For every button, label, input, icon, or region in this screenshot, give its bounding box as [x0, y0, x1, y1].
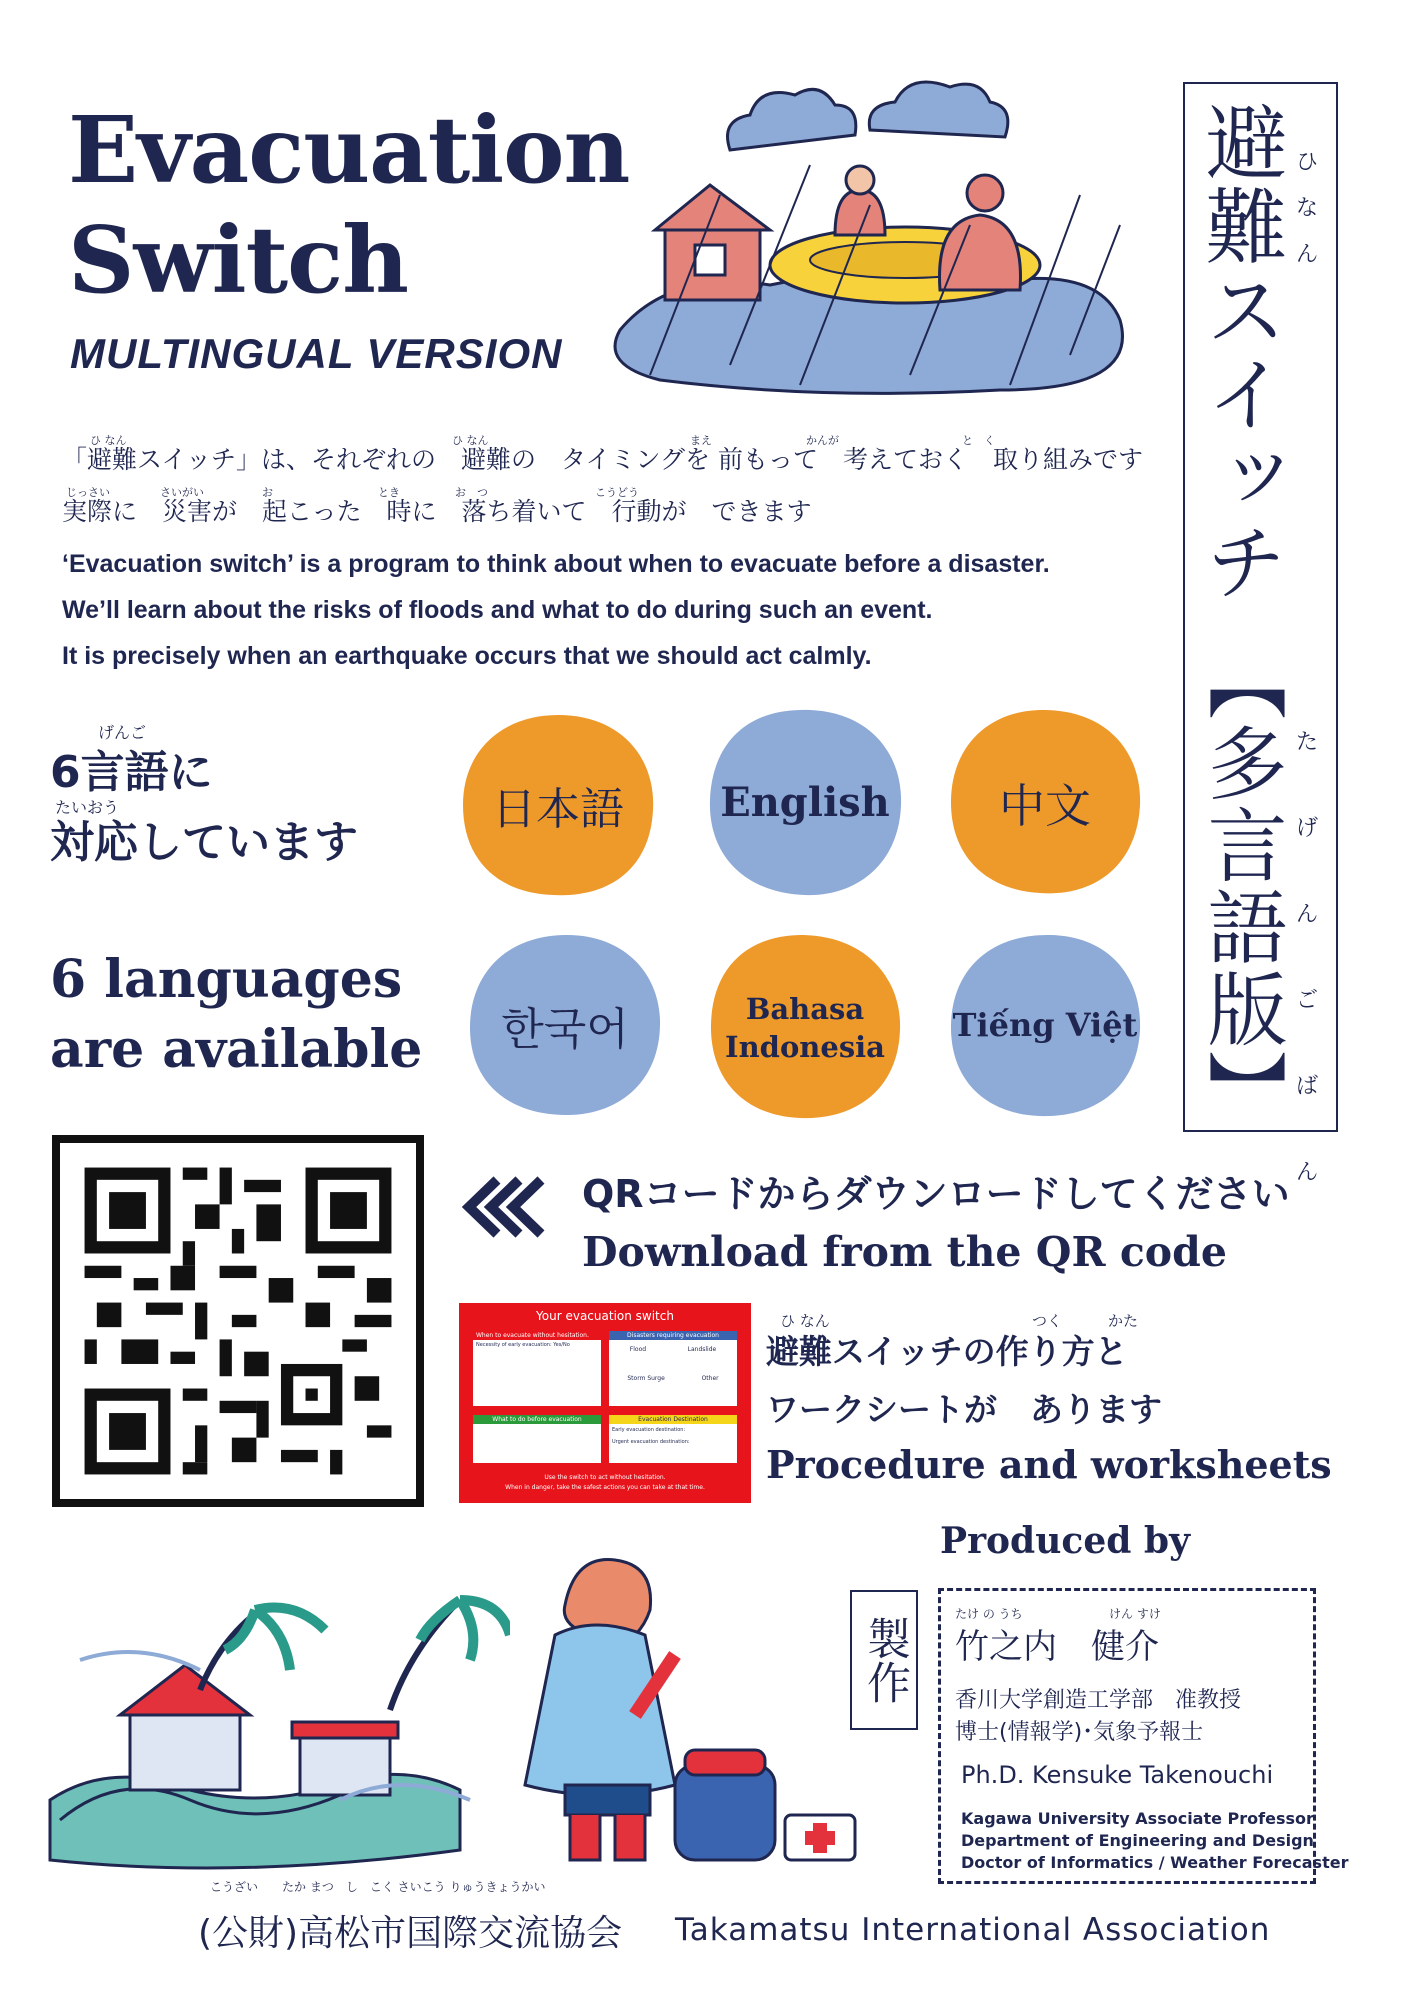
page-title: [68, 95, 629, 315]
person-with-supplies-illustration: [505, 1545, 875, 1880]
vertical-title-ruby: ひ なん: [1296, 150, 1319, 267]
language-vietnamese[interactable]: Tiếng Việt: [945, 930, 1145, 1120]
ruby: じっさい: [66, 486, 110, 499]
flood-rescue-illustration: [610, 75, 1130, 405]
ruby: と く: [962, 434, 995, 447]
typhoon-illustration: [40, 1570, 510, 1880]
ruby: げんご: [98, 723, 147, 742]
footer-organization-en: Takamatsu International Association: [675, 1912, 1271, 1948]
worksheet-box-2: Disasters requiring evacuation Flood Landslide Storm Surge Other: [609, 1331, 737, 1406]
footer-ruby: こうざい たか まつ し こく さいこう りゅうきょうかい: [210, 1880, 546, 1894]
ruby: ひ なん: [780, 1312, 830, 1330]
worksheet-box-4: Evacuation Destination Early evacuation destination: Urgent evacuation destination:: [609, 1415, 737, 1463]
languages-heading-jp: 6言語に 対応しています: [50, 747, 358, 868]
subtitle: MULTINGUAL VERSION: [70, 330, 563, 377]
language-chinese[interactable]: 中文: [945, 705, 1145, 900]
procedure-jp-1: 避難スイッチの作り方と: [766, 1332, 1128, 1371]
procedure-jp-2: ワークシートが あります: [766, 1390, 1162, 1429]
ruby: ひ なん: [90, 434, 127, 447]
worksheet-box-3: What to do before evacuation: [473, 1415, 601, 1463]
produced-by-label: Produced by: [940, 1520, 1191, 1562]
ruby: たけ の うち: [955, 1607, 1023, 1621]
ruby: けん すけ: [1109, 1607, 1161, 1621]
language-english[interactable]: English: [705, 705, 905, 900]
footer-organization-jp: (公財)高松市国際交流協会: [198, 1913, 623, 1954]
producer-name-jp: 竹之内 健介: [955, 1627, 1159, 1667]
vertical-title-multilingual: 【多言語版】: [1194, 640, 1287, 1132]
download-text-jp: QRコードからダウンロードしてください: [582, 1172, 1290, 1216]
producer-affiliation-jp-2: 博士(情報学)･気象予報士: [955, 1720, 1204, 1745]
producer-affiliation-en-1: Kagawa University Associate Professor: [961, 1809, 1314, 1828]
producer-affiliation-en-3: Doctor of Informatics / Weather Forecaster: [961, 1853, 1349, 1872]
intro-en-line-2: We’ll learn about the risks of floods and what to do during such an event.: [62, 596, 933, 624]
producer-name-en: Ph.D. Kensuke Takenouchi: [961, 1761, 1274, 1789]
language-japanese[interactable]: 日本語: [458, 710, 658, 900]
ruby: お: [262, 486, 273, 499]
ruby: たいおう: [55, 798, 120, 817]
ruby: まえ: [690, 434, 712, 447]
worksheet-thumbnail[interactable]: [459, 1303, 751, 1503]
title-line-1: Evacuation: [68, 96, 630, 204]
ruby: ひ なん: [452, 434, 489, 447]
producer-affiliation-en-2: Department of Engineering and Design: [961, 1831, 1314, 1850]
intro-en-line-1: ‘Evacuation switch’ is a program to think about when to evacuate before a disaster.: [62, 550, 1050, 578]
languages-heading-en: 6 languages are available: [50, 949, 423, 1080]
title-line-2: Switch: [68, 206, 408, 314]
ruby: かた: [1108, 1312, 1139, 1330]
ruby: さいがい: [160, 486, 204, 499]
intro-jp-line-1: 「避難スイッチ」は、それぞれの 避難の タイミングを 前もって 考えておく 取り組みです: [62, 445, 1143, 474]
worksheet-footer: Use the switch to act without hesitation. When in danger, take the safest actions you can take at that time.: [505, 1474, 705, 1491]
procedure-en: Procedure and worksheets: [766, 1442, 1332, 1487]
intro-en-line-3: It is precisely when an earthquake occurs that we should act calmly.: [62, 642, 872, 670]
qr-code-pattern: [60, 1143, 416, 1499]
qr-code[interactable]: [52, 1135, 424, 1507]
seisaku-label: 製作: [850, 1590, 918, 1730]
ruby: とき: [378, 486, 400, 499]
chevron-left-icon: [457, 1172, 557, 1242]
ruby: かんが: [806, 434, 839, 447]
intro-jp-line-2: 実際に 災害が 起こった 時に 落ち着いて 行動が できます: [62, 497, 812, 526]
language-indonesian[interactable]: Bahasa Indonesia: [705, 930, 905, 1125]
ruby: こうどう: [595, 486, 639, 499]
vertical-title-main: 避難スイッチ: [1192, 100, 1287, 604]
multilingual-ruby: た げん ご ばん: [1296, 730, 1319, 1185]
language-korean[interactable]: 한국어: [465, 930, 665, 1120]
ruby: お つ: [455, 486, 488, 499]
worksheet-box-1: When to evacuate without hesitation. Necessity of early evacuation: Yes/No: [473, 1331, 601, 1406]
worksheet-title: Your evacuation switch: [536, 1309, 674, 1323]
producer-credit: [938, 1588, 1349, 1884]
producer-affiliation-jp-1: 香川大学創造工学部 准教授: [955, 1688, 1242, 1713]
ruby: つく: [1032, 1312, 1063, 1330]
download-text-en: Download from the QR code: [582, 1228, 1227, 1276]
